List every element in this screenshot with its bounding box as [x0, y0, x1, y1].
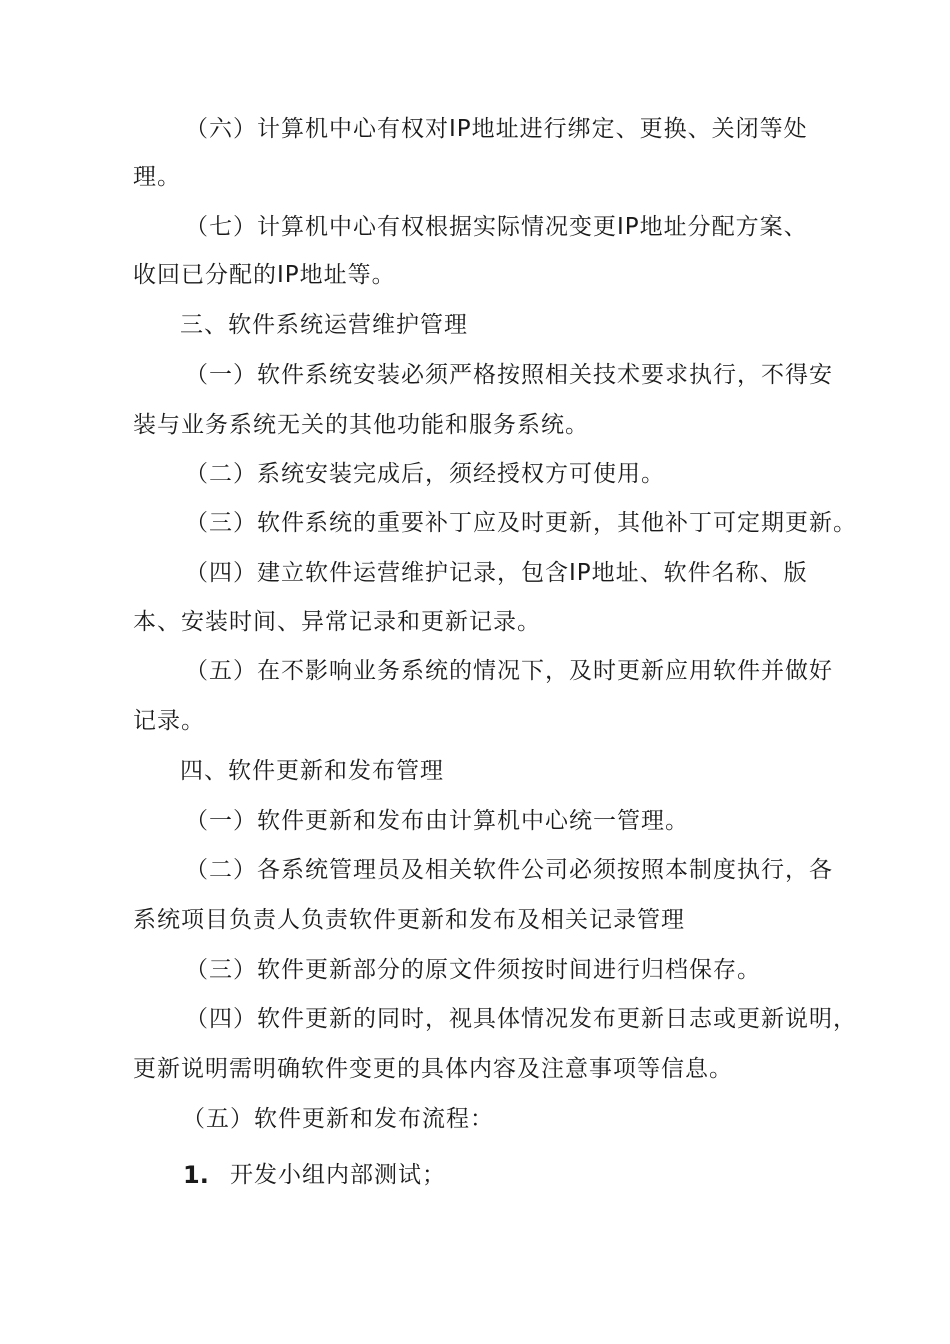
list-item-number: 1.	[183, 1161, 209, 1189]
paragraph-line: 更新说明需明确软件变更的具体内容及注意事项等信息。	[133, 1056, 733, 1082]
paragraph-line: （五）在不影响业务系统的情况下，及时更新应用软件并做好	[185, 658, 833, 684]
paragraph-line: （二）系统安装完成后，须经授权方可使用。	[185, 461, 665, 487]
list-item-text: 开发小组内部测试；	[230, 1162, 446, 1188]
paragraph-line: （一）软件系统安装必须严格按照相关技术要求执行，不得安	[185, 362, 833, 388]
paragraph-line: （三）软件更新部分的原文件须按时间进行归档保存。	[185, 957, 761, 983]
paragraph-line: （五）软件更新和发布流程：	[182, 1106, 494, 1132]
paragraph-line: （六）计算机中心有权对IP地址进行绑定、更换、关闭等处	[185, 116, 808, 142]
section-heading: 四、软件更新和发布管理	[180, 758, 444, 784]
paragraph-line: 理。	[133, 164, 181, 190]
paragraph-line: （四）软件更新的同时，视具体情况发布更新日志或更新说明，	[185, 1006, 857, 1032]
paragraph-line: （三）软件系统的重要补丁应及时更新，其他补丁可定期更新。	[185, 510, 857, 536]
paragraph-line: 收回已分配的IP地址等。	[133, 262, 396, 288]
paragraph-line: （一）软件更新和发布由计算机中心统一管理。	[185, 808, 689, 834]
paragraph-line: 系统项目负责人负责软件更新和发布及相关记录管理	[133, 907, 685, 933]
paragraph-line: 装与业务系统无关的其他功能和服务系统。	[133, 412, 589, 438]
section-heading: 三、软件系统运营维护管理	[180, 312, 468, 338]
paragraph-line: （四）建立软件运营维护记录，包含IP地址、软件名称、版	[185, 560, 808, 586]
paragraph-line: （二）各系统管理员及相关软件公司必须按照本制度执行，各	[185, 857, 833, 883]
paragraph-line: 记录。	[133, 708, 205, 734]
paragraph-line: （七）计算机中心有权根据实际情况变更IP地址分配方案、	[185, 214, 808, 240]
paragraph-line: 本、安装时间、异常记录和更新记录。	[133, 609, 541, 635]
